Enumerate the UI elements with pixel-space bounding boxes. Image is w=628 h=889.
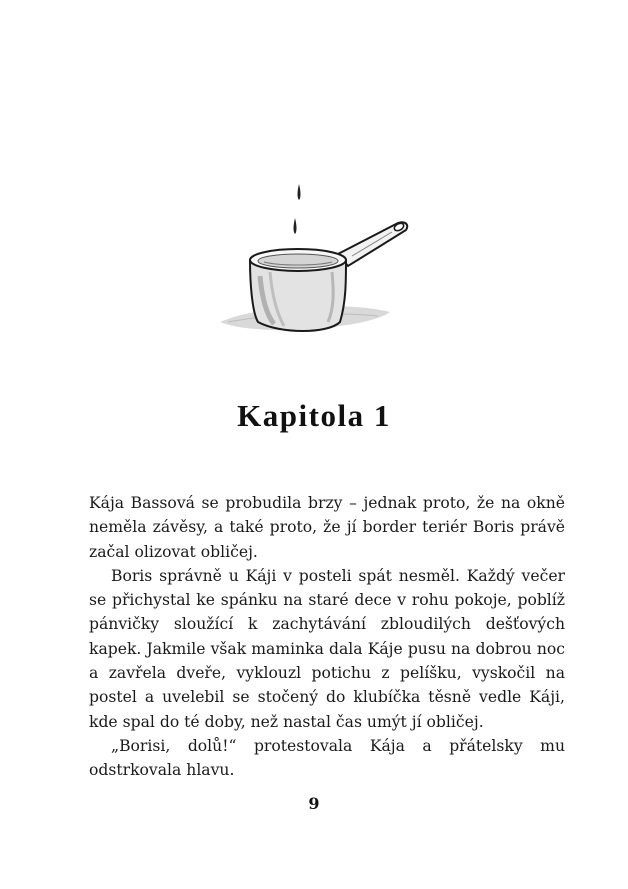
raindrop-icon	[298, 184, 301, 200]
saucepan-illustration	[200, 172, 430, 352]
saucepan-icon	[200, 172, 430, 352]
paragraph: Boris správně u Káji v posteli spát nesměl. Každý večer se přichystal ke spánku na staré dece v rohu pokoje, poblíž pánvičky sloužící k zachytávání zbloudilých dešťových kapek. Jakmile však maminka dala Káje pusu na dobrou noc a zavřela dveře, vyklouzl potichu z pelíšku, vyskočil na postel a uvelebil se stočený do klubíčka těsně vedle Káji, kde spal do té doby, než nastal čas umýt jí obličej.	[89, 566, 565, 731]
body-text	[89, 491, 565, 783]
paragraph: Kája Bassová se probudila brzy – jednak proto, že na okně neměla závěsy, a také proto, že jí border teriér Boris právě začal olizovat obličej.	[89, 494, 565, 561]
chapter-title: Kapitola 1	[237, 398, 391, 433]
raindrop-icon	[294, 218, 297, 234]
page-number: 9	[308, 794, 320, 813]
paragraph: „Borisi, dolů!“ protestovala Kája a přátelsky mu odstrkovala hlavu.	[89, 736, 565, 780]
